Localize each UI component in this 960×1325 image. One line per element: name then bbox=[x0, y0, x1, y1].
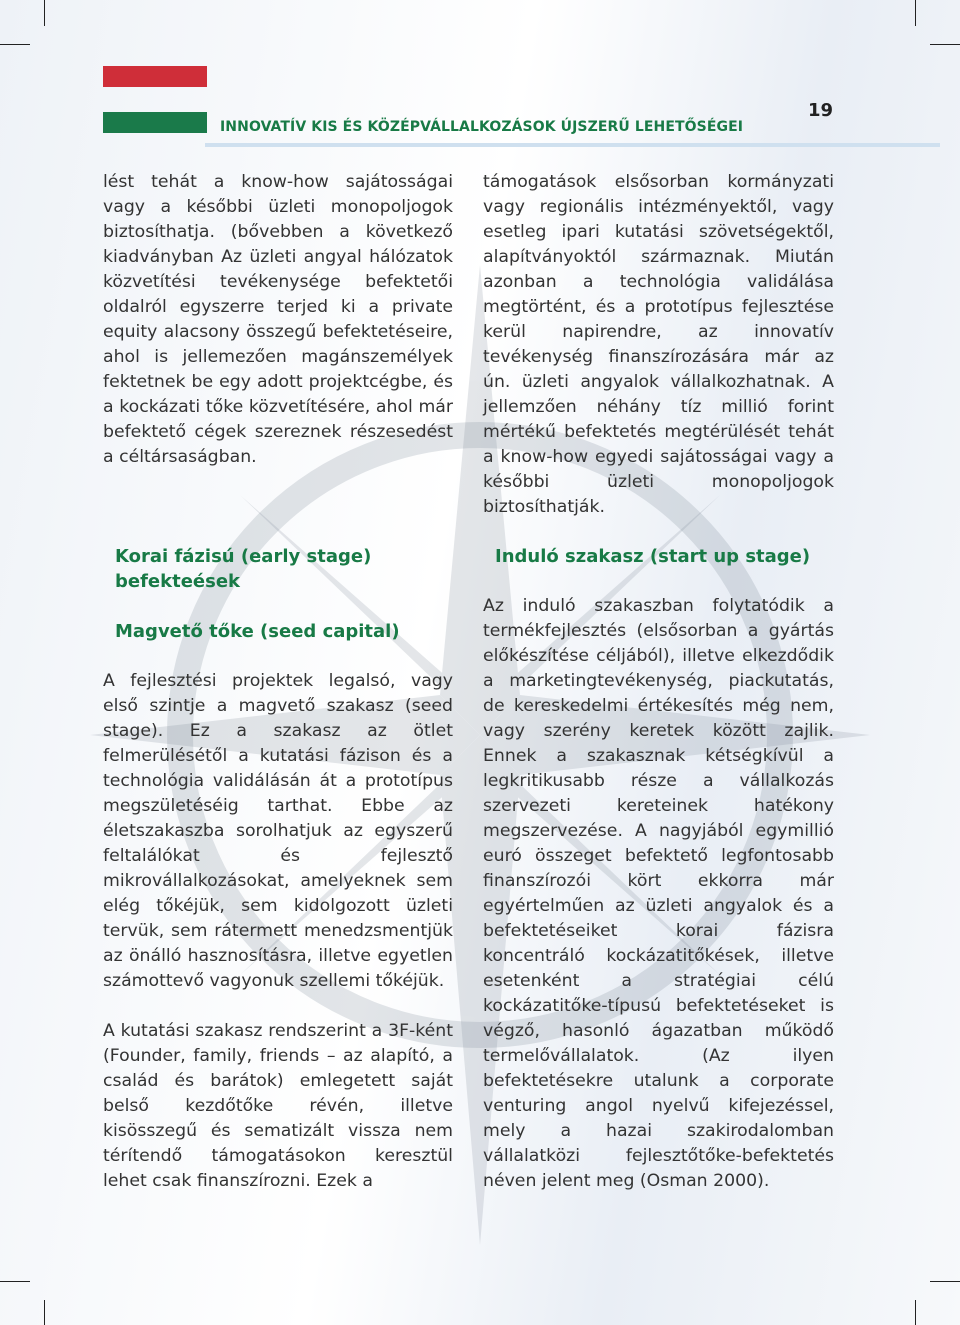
paragraph: lést tehát a know-how sajátosságai vagy a későbbi üzleti monopoljogok biztosíthatja. (bővebben a következő kiadványban Az üzleti angyal hálózatok közvetítési tevékenysége befektetői oldalról egyszerre terjed ki a private equity alacsony összegű befektetéseire, ahol is jellemezően magánszemélyek fektetnek be egy adott projektcégbe, és a kockázati tőke közvetítésére, ahol már befektető cégek szereznek részesedést a céltársaságban. bbox=[103, 172, 453, 467]
heading-seed-capital: Magvető tőke (seed capital) bbox=[115, 621, 400, 642]
heading-early-stage: Korai fázisú (early stage) befekteések bbox=[115, 546, 372, 592]
crop-mark bbox=[915, 0, 916, 26]
crop-mark bbox=[0, 1281, 30, 1282]
crop-mark bbox=[930, 44, 960, 45]
flag-red-stripe bbox=[103, 66, 207, 87]
flag-green-stripe bbox=[103, 112, 207, 133]
heading-start-up-stage: Induló szakasz (start up stage) bbox=[495, 546, 811, 567]
crop-mark bbox=[915, 1300, 916, 1325]
left-column-top bbox=[103, 170, 453, 470]
paragraph: A kutatási szakasz rendszerint a 3F-ként (Founder, family, friends – az alapító, a család és barátok) emlegetett saját belső kezdőtőke révén, illetve kisösszegű és sematizált vissza nem térítendő támogatásokon keresztül lehet csak finanszírozni. Ezek a bbox=[103, 1021, 453, 1191]
right-column-bottom bbox=[483, 594, 834, 1194]
paragraph: Az induló szakaszban folytatódik a termékfejlesztés (elsősorban a gyártás előkészítése céljából), illetve elkezdődik a marketingtevékenység, piackutatás, de kereskedelmi értékesítés még nem, vagy szerény keretek között zajlik. Ennek a szakasznak kétségkívül a legkritikusabb része a vállalkozás szervezeti kereteinek hatékony megszervezése. A nagyjából egymillió euró összeget befektető legfontosabb finanszírozói kört ekkorra már egyértelműen az üzleti angyalok és a befektetéseiket korai fázisra koncentráló kockázatitőkések, illetve esetenként a stratégiai célú kockázatitőke-típusú befektetéseket is végző, hasonló ágazatban működő termelővállalatok. (Az ilyen befektetésekre utalunk a corporate venturing angol nyelvű kifejezéssel, mely a hazai szakirodalomban vállalatközi fejlesztőtőke-befektetés néven jelent meg (Osman 2000). bbox=[483, 596, 834, 1191]
crop-mark bbox=[44, 1300, 45, 1325]
running-header: INNOVATÍV KIS ÉS KÖZÉPVÁLLALKOZÁSOK ÚJSZERŰ LEHETŐSÉGEI bbox=[220, 119, 744, 135]
crop-mark bbox=[44, 0, 45, 26]
header-divider bbox=[205, 143, 940, 147]
left-column-bottom bbox=[103, 669, 453, 1194]
right-column-top bbox=[483, 170, 834, 520]
crop-mark bbox=[0, 44, 30, 45]
paragraph: támogatások elsősorban kormányzati vagy regionális intézményektől, vagy esetleg ipari kutatási szövetségektől, alapítványoktól származnak. Miután azonban a technológia validálása megtörtént, és a prototípus fejlesztése kerül napirendre, az innovatív tevékenység finanszírozására már az ún. üzleti angyalok vállalkozhatnak. A jellemzően néhány tíz millió forint mértékű befektetés megtérülését tehát a know-how egyedi sajátosságai vagy a későbbi üzleti monopoljogok biztosíthatják. bbox=[483, 172, 834, 517]
paragraph: A fejlesztési projektek legalsó, vagy első szintje a magvető szakasz (seed stage). Ez a szakasz az ötlet felmerülésétől a kutatási fázison és a technológia validálásán át a prototípus megszületéséig tarthat. Ebbe az életszakaszba sorolhatjuk az egyszerű feltalálókat és fejlesztő mikrovállalkozásokat, amelyeknek sem elég tőkéjük, sem kidolgozott üzleti tervük, sem rátermett menedzsmentjük az önálló hasznosításra, illetve egyetlen számottevő vagyonuk szellemi tőkéjük. bbox=[103, 671, 453, 991]
page-number: 19 bbox=[808, 100, 834, 121]
crop-mark bbox=[930, 1281, 960, 1282]
